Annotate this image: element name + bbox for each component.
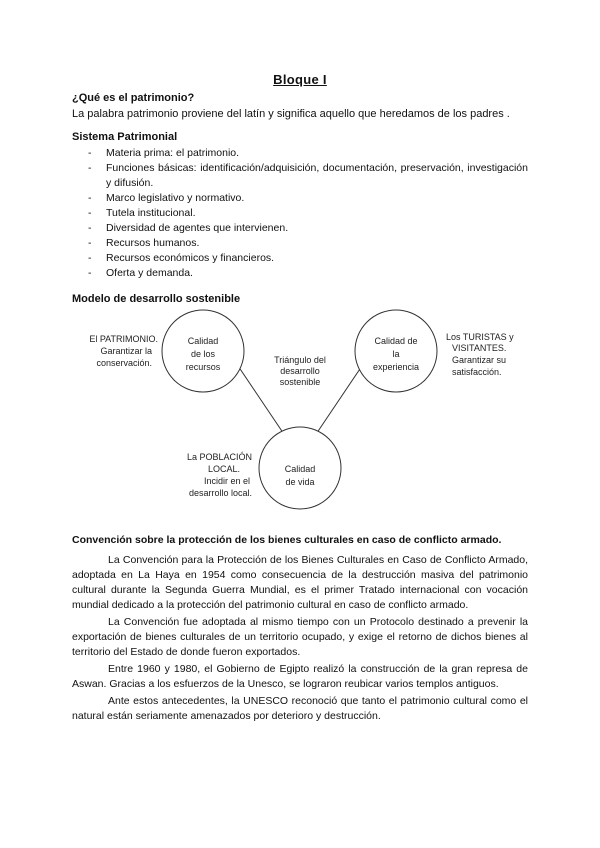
list-item: - Marco legislativo y normativo.: [72, 191, 528, 206]
definition-text: La palabra patrimonio proviene del latín y significa aquello que heredamos de los padres .: [72, 108, 510, 120]
experiencia-line-1: Calidad de: [374, 336, 418, 346]
convencion-body: [72, 553, 528, 726]
heading-modelo-desarrollo: Modelo de desarrollo sostenible: [72, 293, 241, 305]
turistas-label-3: Garantizar su: [452, 355, 507, 365]
list-item: - Tutela institucional.: [72, 206, 528, 221]
paragraph: Entre 1960 y 1980, el Gobierno de Egipto realizó la construcción de la gran represa de Aswan. Gracias a los esfuerzos de la Unesco, se lograron reubicar varios templos antiguos.: [72, 663, 528, 690]
list-item: - Oferta y demanda.: [72, 266, 528, 281]
vida-line-2: de vida: [285, 477, 315, 487]
poblacion-label-1: La POBLACIÓN: [186, 452, 252, 462]
experiencia-line-3: experiencia: [372, 362, 420, 372]
sistema-list: [72, 146, 528, 281]
list-item: - Recursos humanos.: [72, 236, 528, 251]
paragraph: La Convención para la Protección de los Bienes Culturales en Caso de Conflicto Armado, adoptada en La Haya en 1954 como consecuencia de la destrucción masiva del patrimonio cultural durante la Segunda Guerra Mundial, es el primer Tratado internacional con vocación mundial dedicado a la protección del patrimonio cultural en caso de conflicto armado.: [72, 554, 528, 611]
triangle-label-3: sostenible: [279, 377, 321, 387]
poblacion-label-4: desarrollo local.: [188, 488, 252, 498]
poblacion-label-2: LOCAL.: [207, 464, 240, 474]
list-item: - Materia prima: el patrimonio.: [72, 146, 528, 161]
list-item: - Diversidad de agentes que intervienen.: [72, 221, 528, 236]
sustainable-development-diagram: [0, 300, 600, 520]
heading-que-es-patrimonio: ¿Qué es el patrimonio?: [72, 92, 195, 104]
paragraph: La Convención fue adoptada al mismo tiempo con un Protocolo destinado a prevenir la exportación de bienes culturales de un territorio ocupado, y exige el retorno de dichos bienes al territorio del Estado de donde fueron exportados.: [72, 616, 528, 658]
triangle-label-2: desarrollo: [280, 366, 320, 376]
list-item: - Funciones básicas: identificación/adquisición, documentación, preservación, investigación y difusión.: [72, 161, 528, 191]
list-item: - Recursos económicos y financieros.: [72, 251, 528, 266]
paragraph: Ante estos antecedentes, la UNESCO reconoció que tanto el patrimonio cultural como el natural están seriamente amenazados por deterioro y destrucción.: [72, 695, 528, 722]
triangle-label-1: Triángulo del: [274, 355, 326, 365]
patrimonio-label-3: conservación.: [96, 358, 152, 368]
recursos-line-3: recursos: [185, 362, 221, 372]
turistas-label-1: Los TURISTAS y: [446, 332, 514, 342]
poblacion-label-3: Incidir en el: [203, 476, 250, 486]
recursos-line-2: de los: [190, 349, 216, 359]
patrimonio-label-2: Garantizar la: [100, 346, 152, 356]
experiencia-line-2: la: [392, 349, 400, 359]
page-title: Bloque I: [273, 72, 327, 87]
turistas-label-2: VISITANTES.: [452, 343, 507, 353]
recursos-line-1: Calidad: [187, 336, 219, 346]
turistas-label-4: satisfacción.: [452, 367, 502, 377]
heading-sistema-patrimonial: Sistema Patrimonial: [72, 131, 178, 143]
heading-convencion: Convención sobre la protección de los bienes culturales en caso de conflicto armado.: [72, 534, 502, 546]
patrimonio-label-1: El PATRIMONIO.: [89, 334, 158, 344]
vida-line-1: Calidad: [284, 464, 316, 474]
